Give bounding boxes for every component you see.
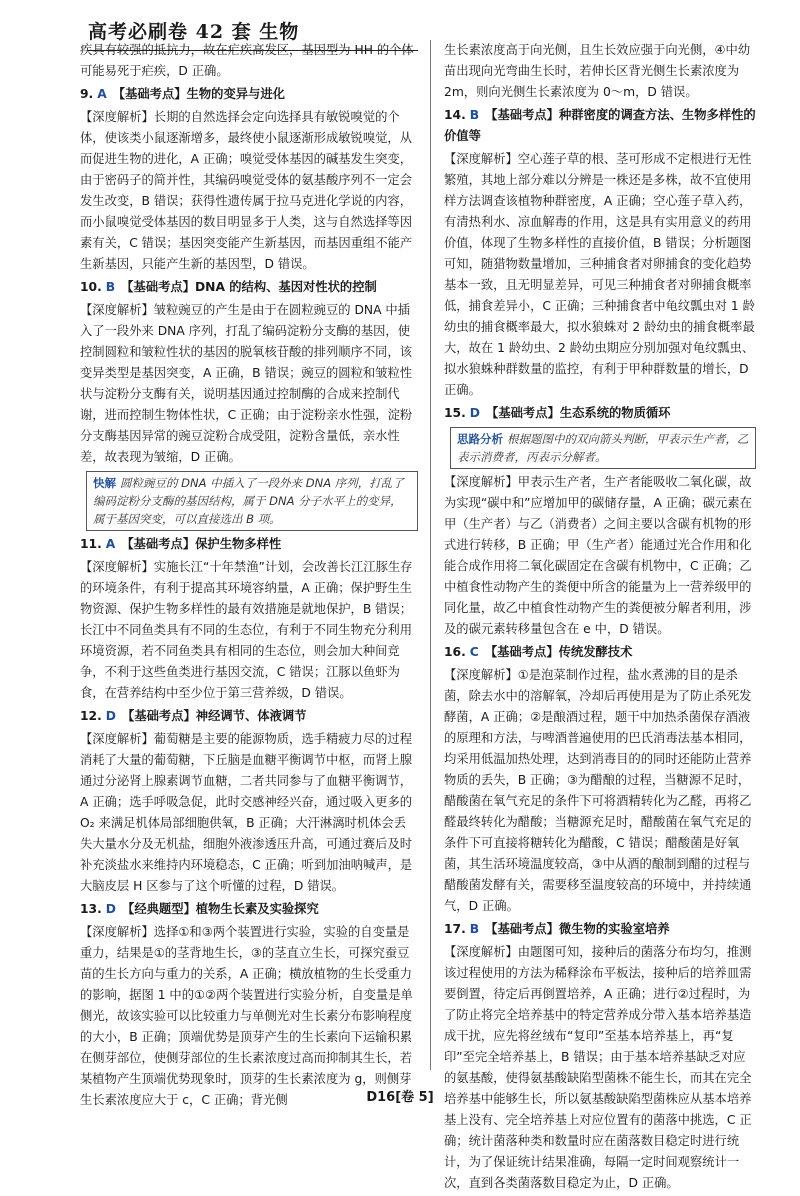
- explanation-paragraph: 【深度解析】甲表示生产者，生产者能吸收二氧化碳，故为实现“碳中和”应增加甲的碳储存量，A 正确；碳元素在甲（生产者）与乙（消费者）之间主要以含碳有机物的形式进行转移，B 正确；甲（生产者）能通过光合作用和化能合成作用将二氧化碳固定在含碳有机物中，C 正确；乙中植食性动物产生的粪便中所含的能量为上一营养级甲的同化量，故乙中植食性动物产生的粪便被分解者利用，涉及的碳元素转移量包含在 e 中，D 错误。: [444, 475, 752, 636]
- explanation-paragraph: 【深度解析】皱粒豌豆的产生是由于在圆粒豌豆的 DNA 中插入了一段外来 DNA 序列，打乱了编码淀粉分支酶的基因，使控制圆粒和皱粒性状的基因的脱氧核苷酸的排列顺序不同，该变异类型是基因突变，A 正确，B 错误；豌豆的圆粒和皱粒性状与淀粉分支酶有关，说明基因通过控制酶的合成来控制代谢，进而控制生物体性状，C 正确；由于淀粉亲水性强，淀粉分支酶基因异常的豌豆淀粉合成受阻，淀粉含量低，亲水性差，故表现为皱缩，D 正确。: [80, 303, 413, 464]
- column-divider: [430, 40, 431, 1070]
- page-number: D16[卷 5]: [366, 1090, 434, 1105]
- explanation-paragraph: 生长素浓度高于向光侧，且生长效应强于向光侧，④中幼苗出现向光弯曲生长时，若伸长区背光侧生长素浓度为 2m，则向光侧生长素浓度为 0～m，D 错误。: [444, 43, 751, 99]
- question-number: 9.: [80, 87, 94, 101]
- explanation-paragraph: 【深度解析】葡萄糖是主要的能源物质，选手精疲力尽的过程消耗了大量的葡萄糖，下丘脑是血糖平衡调节中枢，而肾上腺通过分泌肾上腺素调节血糖，二者共同参与了血糖平衡调节，A 正确；选手呼吸急促，此时交感神经兴奋，通过吸入更多的 O₂ 来满足机体局部细胞供氧，B 正确；大汗淋漓时机体会丢失大量水分及无机盐，细胞外液渗透压升高，可通过赛后及时补充淡盐水来维持内环境稳态，C 正确；听到加油呐喊声，是大脑皮层 H 区参与了这个听懂的过程，D 错误。: [80, 732, 413, 893]
- question-number: 11.: [80, 537, 102, 551]
- explanation-paragraph: 【深度解析】由题图可知，接种后的菌落分布均匀，推测该过程使用的方法为稀释涂布平板法，接种后的培养皿需要倒置，待定后再倒置培养，A 正确；进行②过程时，为了防止将完全培养基中的特定营养成分带入基本培养基造成干扰，应先将丝绒布“复印”至基本培养基上，再“复印”至完全培养基上，B 错误；由于基本培养基缺乏对应的氨基酸，使得氨基酸缺陷型菌株不能生长，而其在完全培养基中能够生长，所以氨基酸缺陷型菌株应从基本培养基上没有、完全培养基上对应位置有的菌落中挑选，C 正确；统计菌落种类和数量时应在菌落数目稳定时进行统计，为了保证统计结果准确，每隔一定时间观察统计一次，直到各类菌落数目稳定为止，D 正确。: [444, 945, 752, 1190]
- answer-letter: D: [105, 902, 117, 916]
- question-number: 16.: [444, 645, 466, 659]
- answer-letter: D: [469, 406, 481, 420]
- answer-letter: C: [469, 645, 479, 659]
- right-column: [444, 40, 756, 1196]
- question-heading: [80, 277, 418, 298]
- topic-tag: 【基础考点】神经调节、体液调节: [122, 709, 307, 723]
- answer-letter: B: [469, 922, 480, 936]
- topic-tag: 【基础考点】种群密度的调查方法、生物多样性的价值等: [444, 108, 756, 143]
- question-heading: [80, 899, 418, 920]
- answer-letter: B: [105, 280, 116, 294]
- question-number: 13.: [80, 902, 102, 916]
- topic-tag: 【经典题型】植物生长素及实验探究: [122, 902, 319, 916]
- topic-tag: 【基础考点】DNA 的结构、基因对性状的控制: [121, 280, 377, 294]
- answer-letter: A: [105, 537, 116, 551]
- question-number: 12.: [80, 709, 102, 723]
- answer-letter: A: [97, 87, 107, 101]
- answer-letter: D: [105, 709, 117, 723]
- book-title: 高考必刷卷 42 套 生物: [88, 21, 300, 43]
- question-number: 15.: [444, 406, 466, 420]
- tip-label: 思路分析: [457, 432, 503, 446]
- tip-box: [450, 427, 756, 469]
- topic-tag: 【基础考点】微生物的实验室培养: [485, 922, 670, 936]
- topic-tag: 【基础考点】生态系统的物质循环: [486, 406, 671, 420]
- explanation-paragraph: 疾具有较强的抵抗力，故在疟疾高发区，基因型为 HH 的个体可能易死于疟疾，D 正确。: [80, 43, 414, 78]
- question-heading: [80, 706, 418, 727]
- question-number: 17.: [444, 922, 466, 936]
- explanation-paragraph: 【深度解析】①是泡菜制作过程，盐水煮沸的目的是杀菌，除去水中的溶解氧，冷却后再使用是为了防止杀死发酵菌，A 正确；②是酿酒过程，题干中加热杀菌保存酒液的原理和方法，与啤酒普遍使用的巴氏消毒法基本相同，均采用低温加热处理，达到消毒目的的同时还能防止营养物质的丢失，B 正确；③为醋酿的过程，当糖源不足时，醋酸菌在氧气充足的条件下可将酒精转化为乙醛，再将乙醛最终转化为醋酸；当糖源充足时，醋酸菌在氧气充足的条件下可直接将糖转化为醋酸，C 错误；醋酸菌是好氧菌，其生活环境温度较高，③中从酒的酿制到醋的过程与醋酸菌发酵有关，需要移至温度较高的环境中，并持续通气，D 正确。: [444, 668, 752, 913]
- question-heading: [80, 534, 418, 555]
- question-heading: [80, 84, 418, 105]
- explanation-paragraph: 【深度解析】选择①和③两个装置进行实验，实验的自变量是重力，结果是①的茎背地生长，③的茎直立生长，可探究蚕豆苗的生长方向与重力的关系，A 正确；横放植物的生长受重力的影响，据图 1 中的①②两个装置进行实验分析，自变量是单侧光，故该实验可以比较重力与单侧光对生长素分布影响程度的大小，B 正确；顶端优势是顶芽产生的生长素向下运输积累在侧芽部位，使侧芽部位的生长素浓度过高而抑制其生长，若某植物产生顶端优势现象时，顶芽的生长素浓度为 g，则侧芽生长素浓度应大于 c，C 正确；背光侧: [80, 925, 413, 1107]
- topic-tag: 【基础考点】传统发酵技术: [484, 645, 633, 659]
- explanation-paragraph: 【深度解析】长期的自然选择会定向选择具有敏锐嗅觉的个体，使该类小鼠逐渐增多，最终使小鼠逐渐形成敏锐嗅觉，从而促进生物的进化，A 正确；嗅觉受体基因的碱基发生突变，由于密码子的简并性，其编码嗅觉受体的氨基酸序列不一定会发生改变，B 错误；获得性遗传属于拉马克进化学说的内容，而小鼠嗅觉受体基因的数目明显多于人类，这与自然选择等因素有关，C 错误；基因突变能产生新基因，而基因重组不能产生新基因，只能产生新的基因型，D 错误。: [80, 110, 413, 271]
- explanation-paragraph: 【深度解析】实施长江“十年禁渔”计划，会改善长江江豚生存的环境条件，有利于提高其环境容纳量，A 正确；保护野生生物资源、保护生物多样性的最有效措施是就地保护，B 错误；长江中不同鱼类具有不同的生态位，有利于不同生物充分利用环境资源，若不同鱼类具有相同的生态位，则会加大种间竞争，不利于这些鱼类进行基因交流，C 错误；江豚以鱼虾为食，在营养结构中至少位于第三营养级，D 错误。: [80, 560, 413, 700]
- question-number: 10.: [80, 280, 102, 294]
- question-heading: [444, 105, 756, 147]
- question-heading: [444, 642, 756, 663]
- answer-letter: B: [469, 108, 480, 122]
- tip-text: 根据题图中的双向箭头判断，甲表示生产者，乙表示消费者，丙表示分解者。: [457, 432, 749, 464]
- tip-label: 快解: [93, 476, 116, 490]
- tip-text: 圆粒豌豆的 DNA 中插入了一段外来 DNA 序列，打乱了编码淀粉分支酶的基因结构，属于 DNA 分子水平上的变异，属于基因突变，可以直接选出 B 项。: [93, 476, 404, 526]
- question-heading: [444, 403, 756, 424]
- topic-tag: 【基础考点】生物的变异与进化: [112, 87, 285, 101]
- explanation-paragraph: 【深度解析】空心莲子草的根、茎可形成不定根进行无性繁殖，其地上部分难以分辨是一株还是多株，故不宜使用样方法调查该植物种群密度，A 正确；空心莲子草入药，有清热利水、凉血解毒的作用，这是具有实用意义的药用价值，体现了生物多样性的直接价值，B 错误；分析题图可知，随猎物数量增加，三种捕食者对卵捕食的变化趋势基本一致，且无明显差异，可见三种捕食者对卵捕食概率低，捕食差异小，C 正确；三种捕食者中龟纹瓢虫对 1 龄幼虫的捕食概率最大，拟水狼蛛对 2 龄幼虫的捕食概率最大，故在 1 龄幼虫、2 龄幼虫期应分别加强对龟纹瓢虫、拟水狼蛛种群数量的监控，有利于甲种群数量的增长，D 正确。: [444, 152, 755, 397]
- left-column: [80, 40, 418, 1113]
- question-number: 14.: [444, 108, 466, 122]
- question-heading: [444, 919, 756, 940]
- tip-box: [86, 471, 418, 531]
- topic-tag: 【基础考点】保护生物多样性: [121, 537, 282, 551]
